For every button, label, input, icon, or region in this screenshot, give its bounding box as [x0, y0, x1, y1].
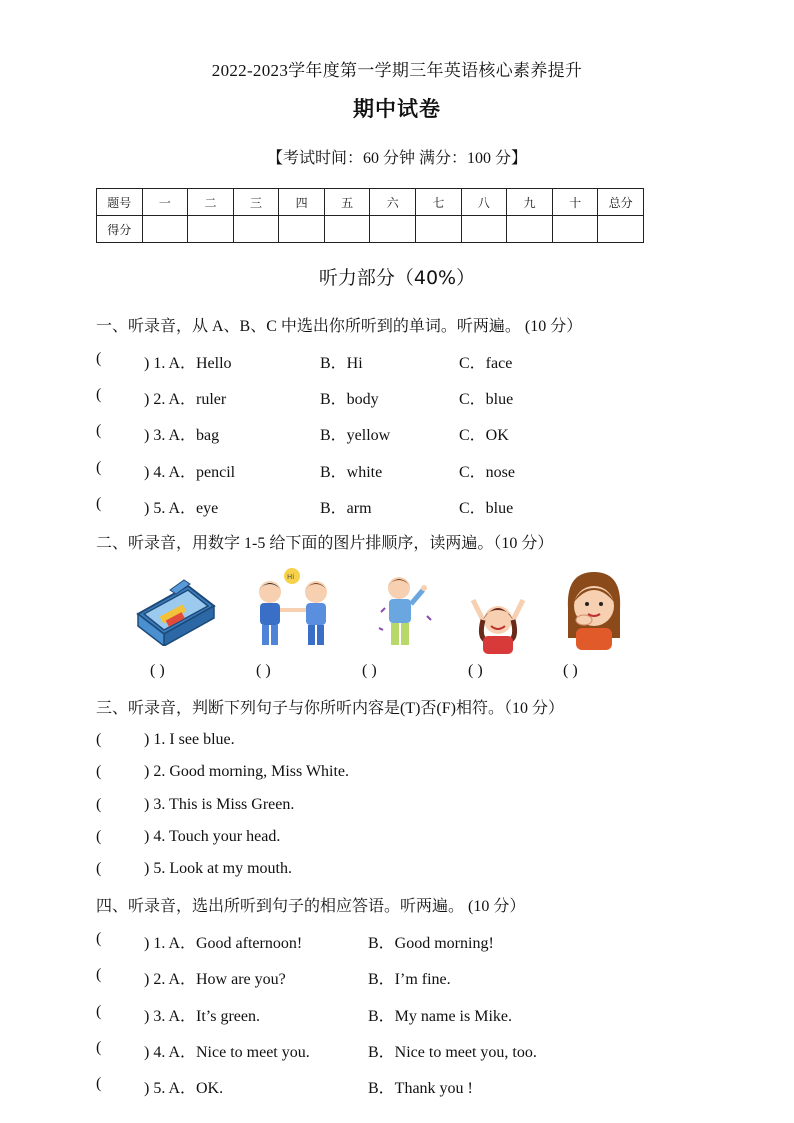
option-a: ) 3. A．It’s green.	[144, 1008, 260, 1025]
score-input-cell[interactable]	[598, 216, 644, 243]
answer-paren: (	[96, 731, 102, 748]
score-input-cell[interactable]	[552, 216, 598, 243]
option-a: ) 1. A．Hello	[144, 355, 232, 372]
option-b: B．Thank you !	[368, 1080, 473, 1097]
option-b: B．I’m fine.	[368, 971, 451, 988]
option-b: B．Hi	[320, 355, 363, 372]
answer-paren: (	[96, 350, 102, 367]
option-a: ) 5. A．OK.	[144, 1080, 224, 1097]
score-input-cell[interactable]	[233, 216, 279, 243]
score-cell: 题号	[97, 189, 143, 216]
option-c: C．face	[459, 355, 513, 372]
score-cell: 六	[370, 189, 416, 216]
answer-paren: (	[96, 459, 102, 476]
statement: ) 3. This is Miss Green.	[144, 796, 295, 813]
answer-paren: (	[96, 930, 102, 947]
score-cell: 总分	[598, 189, 644, 216]
score-cell: 二	[188, 189, 234, 216]
statement: ) 2. Good morning, Miss White.	[144, 763, 350, 780]
part1-heading: 一、听录音，从 A、B、C 中选出你所听到的单词。听两遍。 (10 分）	[96, 318, 583, 335]
option-a: ) 1. A．Good afternoon!	[144, 935, 303, 952]
score-input-cell[interactable]	[279, 216, 325, 243]
pencil-box-picture	[130, 576, 220, 646]
answer-paren: (	[96, 422, 102, 439]
score-input-cell[interactable]	[507, 216, 553, 243]
option-a: ) 4. A．Nice to meet you.	[144, 1044, 310, 1061]
option-c: C．OK	[459, 427, 509, 444]
score-row-label: 得分	[97, 216, 143, 243]
option-a: ) 3. A．bag	[144, 427, 220, 444]
score-cell: 五	[324, 189, 370, 216]
answer-paren: (	[96, 828, 102, 845]
exam-info: 【考试时间：60 分钟 满分：100 分】	[266, 150, 527, 167]
answer-paren: (	[96, 966, 102, 983]
score-input-cell[interactable]	[416, 216, 462, 243]
option-b: B．Nice to meet you, too.	[368, 1044, 537, 1061]
exam-title: 2022-2023学年度第一学期三年英语核心素养提升	[211, 61, 583, 80]
svg-text:Hi: Hi	[287, 573, 295, 581]
statement: ) 4. Touch your head.	[144, 828, 281, 845]
picture-order-paren[interactable]: ( )	[256, 662, 271, 679]
picture-order-paren[interactable]: ( )	[150, 662, 165, 679]
picture-order-paren[interactable]: ( )	[362, 662, 377, 679]
answer-paren: (	[96, 1039, 102, 1056]
statement: ) 1. I see blue.	[144, 731, 235, 748]
answer-paren: (	[96, 495, 102, 512]
boy-waving-picture	[375, 572, 435, 652]
section-title: 听力部分（40%）	[318, 267, 476, 289]
option-a: ) 4. A．pencil	[144, 464, 236, 481]
score-cell: 十	[552, 189, 598, 216]
picture-row	[130, 568, 650, 658]
option-b: B．arm	[320, 500, 372, 517]
part3-heading: 三、听录音，判断下列句子与你所听内容是(T)否(F)相符。（10 分）	[96, 700, 564, 717]
option-b: B．body	[320, 391, 379, 408]
score-cell: 一	[142, 189, 188, 216]
statement: ) 5. Look at my mouth.	[144, 860, 292, 877]
option-c: C．blue	[459, 391, 514, 408]
picture-order-paren[interactable]: ( )	[468, 662, 483, 679]
option-b: B．Good morning!	[368, 935, 494, 952]
option-a: ) 5. A．eye	[144, 500, 219, 517]
score-input-cell[interactable]	[188, 216, 234, 243]
score-cell: 四	[279, 189, 325, 216]
score-table-header-row	[97, 189, 644, 216]
score-cell: 八	[461, 189, 507, 216]
score-cell: 九	[507, 189, 553, 216]
score-table-score-row	[97, 216, 644, 243]
option-b: B．My name is Mike.	[368, 1008, 512, 1025]
score-input-cell[interactable]	[461, 216, 507, 243]
option-b: B．white	[320, 464, 383, 481]
score-input-cell[interactable]	[370, 216, 416, 243]
answer-paren: (	[96, 1075, 102, 1092]
part4-heading: 四、听录音，选出所听到句子的相应答语。听两遍。 (10 分）	[96, 898, 526, 915]
answer-paren: (	[96, 763, 102, 780]
option-c: C．nose	[459, 464, 516, 481]
score-input-cell[interactable]	[142, 216, 188, 243]
score-cell: 七	[416, 189, 462, 216]
score-table	[96, 188, 644, 243]
answer-paren: (	[96, 796, 102, 813]
option-c: C．blue	[459, 500, 514, 517]
answer-paren: (	[96, 386, 102, 403]
girl-hands-up-picture	[463, 590, 533, 654]
part2-heading: 二、听录音，用数字 1-5 给下面的图片排顺序，读两遍。（10 分）	[96, 535, 554, 552]
option-a: ) 2. A．ruler	[144, 391, 227, 408]
score-cell: 三	[233, 189, 279, 216]
score-input-cell[interactable]	[324, 216, 370, 243]
exam-subtitle: 期中试卷	[353, 97, 441, 121]
girl-touching-face-picture	[562, 568, 626, 654]
answer-paren: (	[96, 1003, 102, 1020]
answer-paren: (	[96, 860, 102, 877]
two-kids-greeting-picture	[248, 568, 338, 650]
picture-order-paren[interactable]: ( )	[563, 662, 578, 679]
option-a: ) 2. A．How are you?	[144, 971, 286, 988]
option-b: B．yellow	[320, 427, 391, 444]
